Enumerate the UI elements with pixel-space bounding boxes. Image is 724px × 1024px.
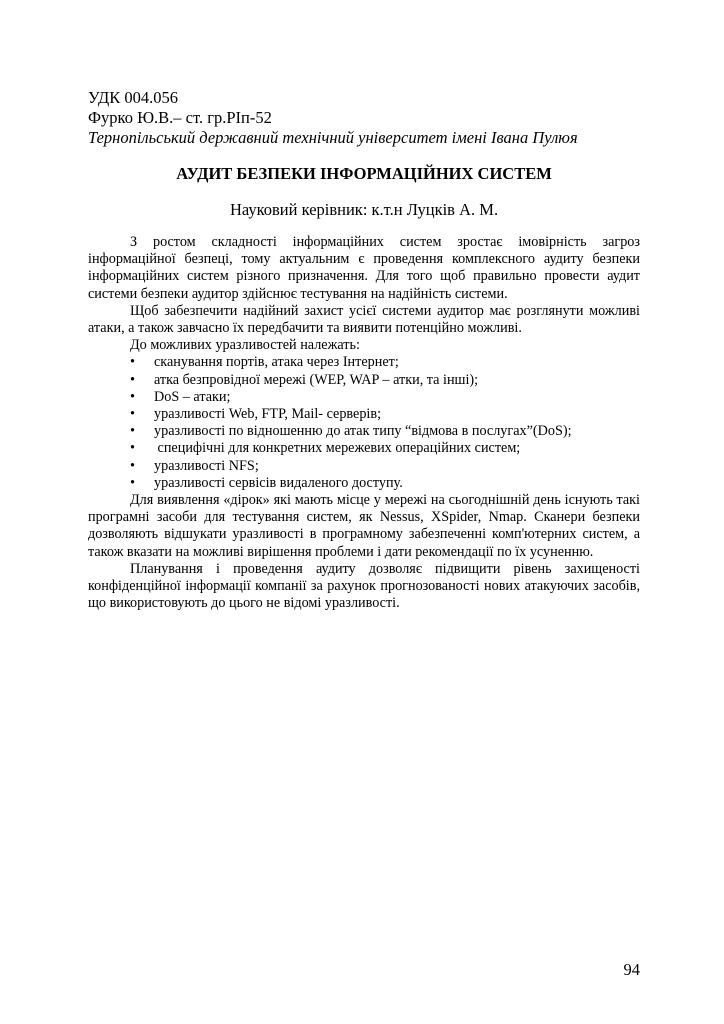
list-item bbox=[88, 389, 640, 406]
vulnerabilities-list bbox=[88, 354, 640, 492]
bullet-icon: • bbox=[130, 388, 135, 405]
list-item-text: DoS – атаки; bbox=[154, 388, 231, 405]
list-item-text: атка безпровідної мережі (WEP, WAP – атки, та інші); bbox=[154, 371, 479, 388]
list-item-text: уразливості сервісів видаленого доступу. bbox=[154, 474, 403, 491]
paper-body bbox=[88, 234, 640, 612]
paragraph-vulnerabilities-lead: До можливих уразливостей належать: bbox=[130, 337, 360, 354]
list-item bbox=[88, 475, 640, 492]
paragraph-protection: Щоб забезпечити надійний захист усієї системи аудитор має розглянути можливі атаки, а також завчасно їх передбачити та виявити потенційно можливі. bbox=[88, 302, 640, 337]
bullet-icon: • bbox=[130, 354, 135, 371]
bullet-icon: • bbox=[130, 371, 135, 388]
bullet-icon: • bbox=[130, 457, 135, 474]
affiliation: Тернопільський державний технічний університет імені Івана Пулюя bbox=[88, 128, 578, 147]
bullet-icon: • bbox=[130, 474, 135, 491]
author-line: Фурко Ю.В.– ст. гр.РІп-52 bbox=[88, 108, 272, 127]
paragraph-intro: З ростом складності інформаційних систем зростає імовірність загроз інформаційної безпеці, тому актуальним є проведення комплексного аудиту безпеки інформаційних систем різного призначення. Для того щоб правильно провести аудит системи безпеки аудитор здійснює тестування на надійність системи. bbox=[88, 234, 640, 302]
list-item-text: уразливості NFS; bbox=[154, 457, 259, 474]
list-item-text: уразливості по відношенню до атак типу “відмова в послугах”(DoS); bbox=[154, 423, 572, 440]
list-item-text: специфічні для конкретних мережевих операційних систем; bbox=[154, 440, 521, 457]
list-item bbox=[88, 423, 640, 440]
list-item-text: уразливості Web, FTP, Mail- серверів; bbox=[154, 406, 382, 423]
bullet-icon: • bbox=[130, 440, 135, 457]
paragraph-tools: Для виявлення «дірок» які мають місце у мережі на сьогоднішній день існують такі програмні засоби для тестування систем, як Nessus, XSpider, Nmap. Сканери безпеки дозволяють відшукати уразливості в програмному забезпеченні комп'ютерних систем, а також вказати на можливі вирішення проблеми і дати рекомендації по їх усуненню. bbox=[88, 492, 640, 560]
bullet-icon: • bbox=[130, 423, 135, 440]
list-item bbox=[88, 354, 640, 371]
udk-code: УДК 004.056 bbox=[88, 88, 179, 107]
list-item bbox=[88, 372, 640, 389]
bullet-icon: • bbox=[130, 406, 135, 423]
list-item bbox=[88, 458, 640, 475]
page-number: 94 bbox=[623, 960, 640, 979]
list-item-text: сканування портів, атака через Інтернет; bbox=[154, 354, 399, 371]
list-item bbox=[88, 406, 640, 423]
supervisor-line: Науковий керівник: к.т.н Луцків А. М. bbox=[229, 200, 499, 219]
list-item bbox=[88, 440, 640, 457]
paper-page bbox=[88, 88, 640, 612]
paragraph-conclusion: Планування і проведення аудиту дозволяє підвищити рівень захищеності конфіденційної інформації компанії за рахунок прогнозованості нових атакуючих засобів, що використовують до цього не відомі уразливості. bbox=[88, 560, 640, 612]
paper-title: АУДИТ БЕЗПЕКИ ІНФОРМАЦІЙНИХ СИСТЕМ bbox=[176, 164, 552, 183]
